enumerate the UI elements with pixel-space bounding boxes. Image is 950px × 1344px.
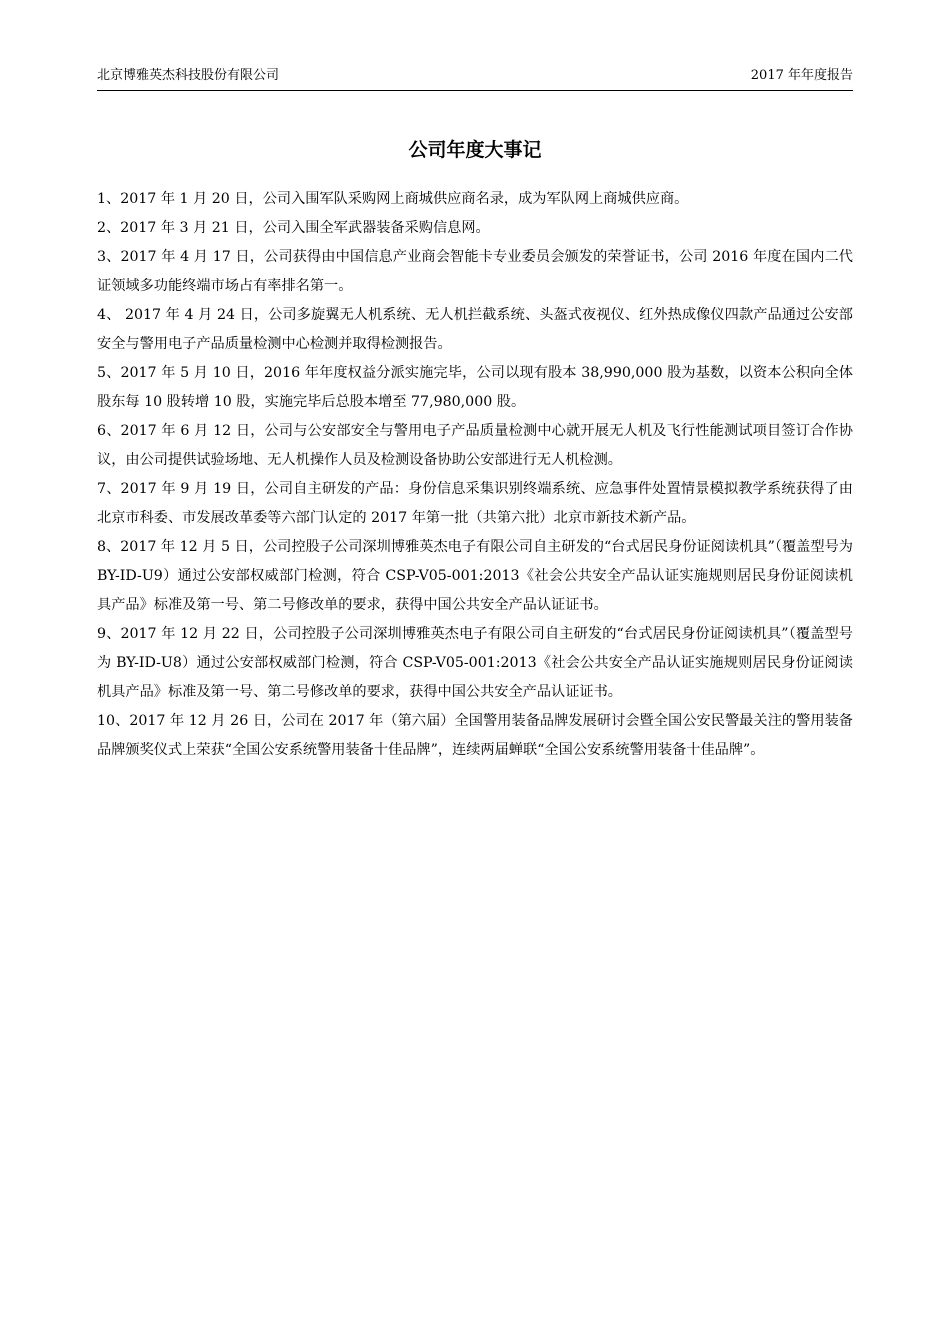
- header-company-name: 北京博雅英杰科技股份有限公司: [97, 68, 280, 83]
- event-item-4: 4、 2017 年 4 月 24 日，公司多旋翼无人机系统、无人机拦截系统、头盔式夜视仪、红外热成像仪四款产品通过公安部安全与警用电子产品质量检测中心检测并取得检测报告。: [97, 307, 853, 352]
- event-item-6: 6、2017 年 6 月 12 日，公司与公安部安全与警用电子产品质量检测中心就开展无人机及飞行性能测试项目签订合作协议，由公司提供试验场地、无人机操作人员及检测设备协助公安部进行无人机检测。: [97, 423, 853, 468]
- event-item-5: 5、2017 年 5 月 10 日，2016 年年度权益分派实施完毕，公司以现有股本 38,990,000 股为基数，以资本公积向全体股东每 10 股转增 10 股，实施完毕后总股本增至 77,980,000 股。: [97, 365, 853, 410]
- header-report-title: 2017 年年度报告: [750, 68, 853, 83]
- event-item-2: 2、2017 年 3 月 21 日，公司入围全军武器装备采购信息网。: [97, 220, 490, 236]
- event-item-8: 8、2017 年 12 月 5 日，公司控股子公司深圳博雅英杰电子有限公司自主研发的“台式居民身份证阅读机具”（覆盖型号为 BY-ID-U9）通过公安部权威部门检测，符合 CSP-V05-001:2013《社会公共安全产品认证实施规则居民身份证阅读机具产品》标准及第一号、第二号修改单的要求，获得中国公共安全产品认证证书。: [97, 539, 853, 613]
- event-item-9: 9、2017 年 12 月 22 日，公司控股子公司深圳博雅英杰电子有限公司自主研发的“台式居民身份证阅读机具”（覆盖型号为 BY-ID-U8）通过公安部权威部门检测，符合 CSP-V05-001:2013《社会公共安全产品认证实施规则居民身份证阅读机具产品》标准及第一号、第二号修改单的要求，获得中国公共安全产品认证证书。: [97, 626, 853, 700]
- event-item-10: 10、2017 年 12 月 26 日，公司在 2017 年（第六届）全国警用装备品牌发展研讨会暨全国公安民警最关注的警用装备品牌颁奖仪式上荣获“全国公安系统警用装备十佳品牌”，连续两届蝉联“全国公安系统警用装备十佳品牌”。: [97, 713, 853, 758]
- events-list: [97, 185, 853, 765]
- event-item-3: 3、2017 年 4 月 17 日，公司获得由中国信息产业商会智能卡专业委员会颁发的荣誉证书，公司 2016 年度在国内二代证领域多功能终端市场占有率排名第一。: [97, 249, 853, 294]
- page-title: 公司年度大事记: [408, 139, 542, 161]
- page-header: [97, 66, 853, 91]
- event-item-7: 7、2017 年 9 月 19 日，公司自主研发的产品：身份信息采集识别终端系统、应急事件处置情景模拟教学系统获得了由北京市科委、市发展改革委等六部门认定的 2017 年第一批（共第六批）北京市新技术新产品。: [97, 481, 853, 526]
- event-item-1: 1、2017 年 1 月 20 日，公司入围军队采购网上商城供应商名录，成为军队网上商城供应商。: [97, 191, 689, 207]
